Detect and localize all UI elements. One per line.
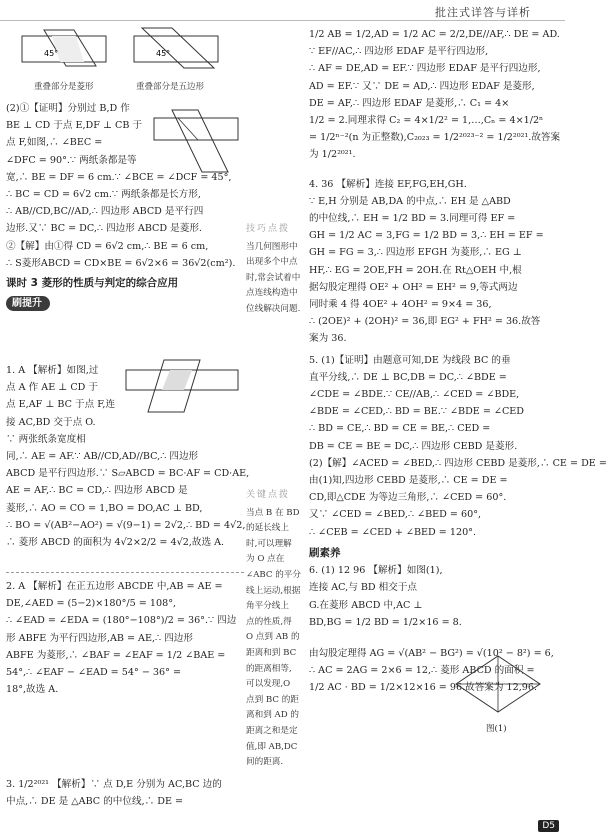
text-line: ∴ AB//CD,BC//AD,∴ 四边形 ABCD 是平行四 [6, 206, 204, 218]
text-line: ∠DFC = 90°.∵ 两纸条都是等 [6, 154, 137, 166]
text-line: ∴ ∠CEB = ∠CED + ∠BED = 120°. [309, 526, 477, 538]
text-line: 为 1/2²⁰²¹. [309, 149, 356, 161]
text-line: GH = FG = 3,∴ 四边形 EFGH 为菱形,∴ EG ⊥ [309, 247, 522, 259]
text-line: (2)【解】∠ACED = ∠BED,∴ 四边形 CEBD 是菱形,∴ CE = DE = [309, 457, 607, 469]
tip-line: 出现多个中点 [246, 257, 298, 268]
left-column-part2 [6, 100, 244, 312]
text-line: 点 F,如图,∴ ∠BEC = [6, 137, 103, 149]
text-line: 5. (1)【证明】由题意可知,DE 为线段 BC 的垂 [309, 354, 511, 366]
section-banner-improve: 刷提升 [6, 296, 50, 311]
section-banner-literacy: 刷素养 [309, 546, 341, 559]
text-line: 18°,故选 A. [6, 684, 59, 696]
text-line: 的中位线,∴ EH = 1/2 BD = 3.同理可得 EF = [309, 213, 516, 225]
text-line: (2)①【证明】分别过 B,D 作 [6, 103, 130, 114]
question-3 [6, 776, 244, 810]
figure-pentagon-overlap [134, 28, 218, 68]
tip-line: 点到 BC 的距 [246, 694, 299, 705]
tip-line: 线上运动,根据 [246, 585, 301, 596]
text-line: ②【解】由①得 CD = 6√2 cm,∴ BE = 6 cm, [6, 240, 209, 252]
text-line: ∵ 两张纸条宽度相 [6, 433, 86, 445]
text-line: GH = 1/2 AC = 3,FG = 1/2 BD = 3,∴ EH = EF = [309, 230, 544, 242]
text-line: 由(1)知,四边形 CEBD 是菱形,∴ CE = DE = [309, 475, 508, 487]
tip-line: 值,即 AB,DC [246, 741, 298, 752]
lesson-title: 课时 3 菱形的性质与判定的综合应用 [6, 277, 179, 290]
text-line: ABCD 是平行四边形.∵ S▱ABCD = BC·AF = CD·AE, [6, 468, 250, 480]
figure-caption-q6: 图(1) [486, 724, 507, 734]
text-line: 案为 36. [309, 333, 347, 345]
angle-label-2: 45° [156, 49, 171, 58]
text-line: ∠BDE = ∠CED,∴ BD = BE.∵ ∠BDE = ∠CED [309, 406, 524, 418]
tip-title: 关键点拨 [246, 490, 291, 500]
text-line: 1/2 = 2.同理求得 C₂ = 4×1/2² = 1,…,Cₙ = 4×1/2ⁿ [309, 115, 544, 127]
text-line: CD,即△CDE 为等边三角形,∴ ∠CED = 60°. [309, 492, 507, 504]
text-line: AE = AF,∴ BC = CD,∴ 四边形 ABCD 是 [6, 485, 188, 497]
figure-caption-rhombus: 重叠部分是菱形 [34, 82, 94, 92]
text-line: 宽,∴ BE = DF = 6 cm.∵ ∠BCE = ∠DCF = 45°, [6, 171, 232, 183]
text-line: 1/2 AB = 1/2,AD = 1/2 AC = 2/2,DE//AF,∴ DE = AD. [309, 29, 560, 40]
text-line: 形 ABFE 为平行四边形,AB = AE,∴ 四边形 [6, 632, 193, 644]
text-line: ∴ (2OE)² + (2OH)² = 36,即 EG² + FH² = 36.故答 [309, 316, 541, 328]
rhombus-figure-q6 [448, 650, 548, 726]
tip-line: 点连线构造中 [246, 288, 298, 299]
tip-line: 离和到 AD 的 [246, 710, 299, 721]
text-line: 中点,∴ DE 是 △ABC 的中位线,∴ DE = [6, 796, 184, 808]
question-5 [309, 352, 607, 541]
tip-line: 角平分线上 [246, 601, 289, 612]
text-line: BD,BG = 1/2 BD = 1/2×16 = 8. [309, 616, 462, 628]
question-1 [6, 362, 250, 551]
text-line: 连接 AC,与 BD 相交于点 [309, 582, 418, 594]
tip-line: 时,可以理解 [246, 538, 292, 549]
tip-title: 技巧点拨 [246, 224, 291, 234]
text-line: 3. 1/2²⁰²¹ 【解析】∵ 点 D,E 分别为 AC,BC 边的 [6, 779, 222, 790]
figure-caption-pentagon: 重叠部分是五边形 [136, 82, 205, 92]
text-line: G.在菱形 ABCD 中,AC ⊥ [309, 599, 423, 611]
text-line: DB = CE = BE = DC,∴ 四边形 CEBD 是菱形. [309, 440, 518, 452]
text-line: = 1/2ⁿ⁻²(n 为正整数),C₂₀₂₃ = 1/2²⁰²³⁻² = 1/2²⁰²¹.故答案 [309, 132, 561, 144]
text-line: 1. A 【解析】如图,过 [6, 365, 99, 376]
tip-line: 的距离相等, [246, 663, 292, 674]
text-line: 又∵ ∠CED = ∠BED,∴ ∠BED = 60°, [309, 509, 482, 521]
page-number: D5 [538, 820, 559, 832]
text-line: ∴ 菱形 ABCD 的面积为 4√2×2/2 = 4√2,故选 A. [6, 537, 225, 549]
tip-line: 点的性质,得 [246, 616, 292, 627]
text-line: DE = AF,∴ 四边形 EDAF 是菱形,∴ C₁ = 4× [309, 97, 510, 109]
text-line: 2. A 【解析】在正五边形 ABCDE 中,AB = AE = [6, 581, 223, 592]
text-line: 由勾股定理得 AG = √(AB² − BG²) = √(10² − 8²) = 6, [309, 647, 554, 659]
text-line: 4. 36 【解析】连接 EF,FG,EH,GH. [309, 178, 467, 190]
text-line: AD = EF.∵ 又∵ DE = AD,∴ 四边形 EDAF 是菱形, [309, 80, 535, 92]
text-line: ∴ AC = 2AG = 2×6 = 12,∴ 菱形 ABCD 的面积 = [309, 665, 535, 677]
tip-line: 的延长线上 [246, 523, 289, 534]
question-2 [6, 578, 244, 698]
angle-label-1: 45° [44, 49, 59, 58]
tip-line: 可以发现,O [246, 679, 291, 690]
question-4 [309, 176, 549, 348]
text-line: ∴ BD = CE,∴ BD = CE = BE,∴ CED = [309, 423, 491, 435]
text-line: 1/2 AC · BD = 1/2×12×16 = 96.故答案为 12,96. [309, 682, 538, 694]
tip-line: 当几何图形中 [246, 241, 298, 252]
text-line: ∴ AF = DE,AD = EF.∵ 四边形 EDAF 是平行四边形, [309, 63, 541, 75]
text-line: ∵ EF//AC,∴ 四边形 EDAF 是平行四边形, [309, 46, 489, 58]
text-line: ∵ E,H 分别是 AB,DA 的中点,∴ EH 是 △ABD [309, 195, 511, 207]
text-line: ABFE 为菱形,∴ ∠BAF = ∠EAF = 1/2 ∠BAE = [6, 649, 226, 661]
text-line: 接 AC,BD 交于点 O. [6, 416, 96, 428]
text-line: 同时乘 4 得 4OE² + 4OH² = 9×4 = 36, [309, 299, 492, 311]
header-divider [0, 20, 565, 21]
text-line: BE ⊥ CD 于点 E,DF ⊥ CB 于 [6, 120, 143, 132]
tip-note-technique [246, 222, 306, 318]
tip-line: 当点 B 在 BD [246, 507, 300, 518]
text-line: ∴ BC = CD = 6√2 cm.∵ 两纸条都是长方形, [6, 189, 201, 201]
tip-line: 为 O 点在 [246, 554, 285, 565]
tip-line: O 点到 AB 的 [246, 632, 300, 643]
text-line: 菱形,∴ AO = CO = 1,BO = DO,AC ⊥ BD, [6, 502, 203, 514]
text-line: 54°,∴ ∠EAF − ∠EAD = 54° − 36° = [6, 667, 182, 679]
tip-line: 距离和到 BC [246, 647, 297, 658]
text-line: 直平分线,∴ DE ⊥ BC,DB = DC,∴ ∠BDE = [309, 371, 507, 383]
tip-note-key-point [246, 488, 306, 771]
text-line: 点 A 作 AE ⊥ CD 于 [6, 382, 98, 394]
text-line: ∴ ∠EAD = ∠EDA = (180°−108°)/2 = 36°.∵ 四边 [6, 615, 237, 627]
text-line: ∴ S菱形ABCD = CD×BE = 6√2×6 = 36√2(cm²). [6, 257, 236, 269]
text-line: 6. (1) 12 96 【解析】如图(1), [309, 565, 443, 577]
text-line: 据勾股定理得 OE² + OH² = EH² = 9,等式两边 [309, 281, 518, 293]
tip-line: ∠ABC 的平分 [246, 569, 301, 580]
tip-line: 位线解决问题. [246, 303, 301, 314]
tip-line: 间的距离. [246, 757, 284, 768]
tip-line: 时,常会试着中 [246, 272, 301, 283]
text-line: 边形.又∵ BC = DC,∴ 四边形 ABCD 是菱形. [6, 223, 202, 235]
text-line: ∠CDE = ∠BDE.∵ CE//AB,∴ ∠CED = ∠BDE, [309, 389, 520, 401]
text-line: 点 E,AF ⊥ BC 于点 F,连 [6, 399, 116, 411]
figure-rhombus-overlap [22, 30, 106, 66]
text-line: HF,∴ EG = 2OE,FH = 2OH.在 Rt△OEH 中,根 [309, 264, 522, 276]
question-divider [6, 572, 244, 573]
tip-line: 距离之和是定 [246, 725, 298, 736]
text-line: ∴ BO = √(AB²−AO²) = √(9−1) = 2√2,∴ BD = 4√2, [6, 519, 246, 531]
right-column-top [309, 26, 607, 697]
page-header-title: 批注式详答与详析 [435, 6, 531, 19]
text-line: DE,∠AED = (5−2)×180°/5 = 108°, [6, 598, 177, 610]
text-line: 同,∴ AE = AF.∵ AB//CD,AD//BC,∴ 四边形 [6, 451, 199, 463]
